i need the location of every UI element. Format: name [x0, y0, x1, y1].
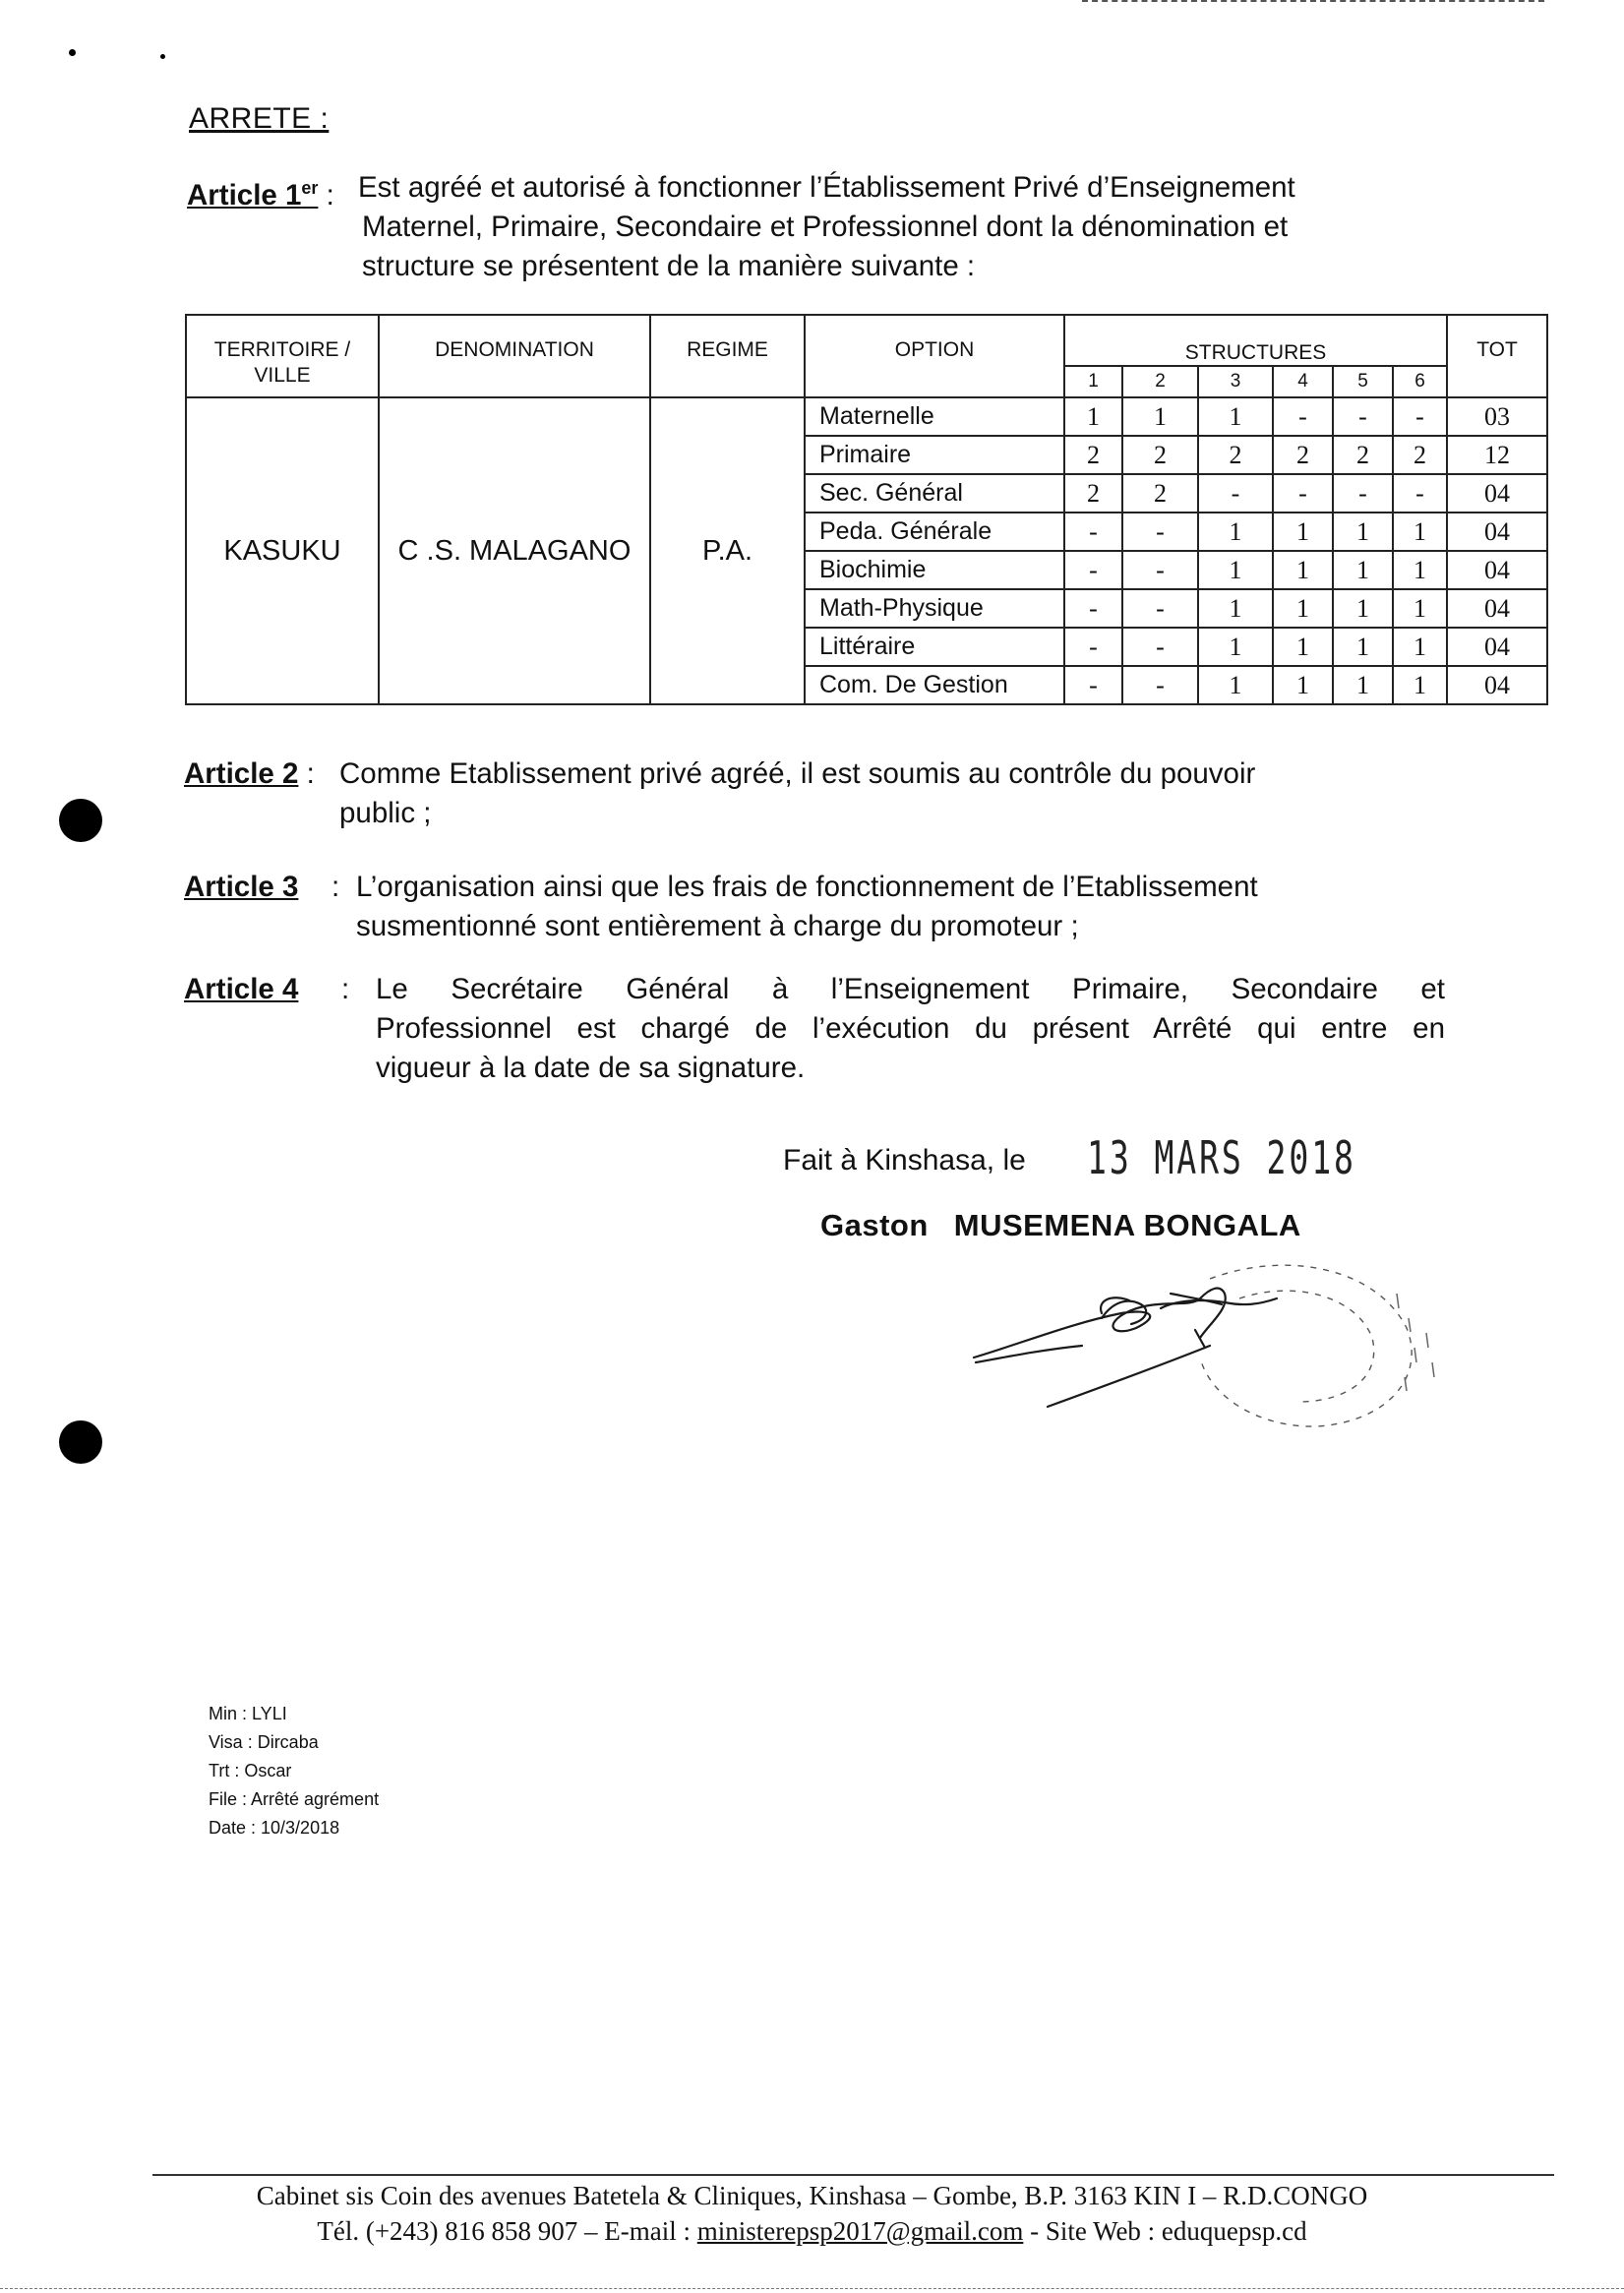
article-1-body: [358, 168, 1444, 286]
article-1-separator: :: [318, 178, 334, 211]
article-2-line-1: Comme Etablissement privé agréé, il est soumis au contrôle du pouvoir: [339, 757, 1256, 790]
cell-level-4: -: [1273, 397, 1333, 436]
punch-mark-small-2: [160, 54, 165, 59]
cell-level-6: 1: [1393, 513, 1447, 551]
header-level-5: 5: [1333, 366, 1393, 397]
cell-level-6: 2: [1393, 436, 1447, 474]
cell-option: Math-Physique: [805, 589, 1064, 628]
article-2-line-2: public ;: [339, 797, 432, 829]
cell-level-3: 1: [1198, 666, 1273, 704]
cell-level-4: 1: [1273, 589, 1333, 628]
article-1-line-1: Est agréé et autorisé à fonctionner l’Établissement Privé d’Enseignement: [358, 171, 1295, 204]
punch-hole-2: [59, 1420, 102, 1464]
cell-level-1: 2: [1064, 436, 1122, 474]
meta-visa: Visa : Dircaba: [209, 1732, 319, 1752]
cell-level-3: 1: [1198, 551, 1273, 589]
cell-option: Littéraire: [805, 628, 1064, 666]
cell-level-2: 2: [1122, 436, 1198, 474]
header-tot: TOT: [1447, 315, 1547, 397]
article-1-line-2: Maternel, Primaire, Secondaire et Professionnel dont la dénomination et: [362, 211, 1289, 243]
header-structures: STRUCTURES: [1064, 315, 1447, 366]
header-level-6: 6: [1393, 366, 1447, 397]
cell-tot: 04: [1447, 513, 1547, 551]
cell-tot: 04: [1447, 666, 1547, 704]
header-territoire: TERRITOIRE / VILLE: [186, 315, 379, 397]
meta-trt: Trt : Oscar: [209, 1761, 292, 1780]
cell-option: Peda. Générale: [805, 513, 1064, 551]
cell-level-5: 1: [1333, 628, 1393, 666]
header-denomination: DENOMINATION: [379, 315, 650, 397]
header-option: OPTION: [805, 315, 1064, 397]
article-3: [184, 868, 1443, 942]
article-2: [184, 754, 1443, 829]
cell-tot: 04: [1447, 589, 1547, 628]
cell-level-4: -: [1273, 474, 1333, 513]
article-4-separator: :: [341, 973, 350, 1005]
article-4-line-3: vigueur à la date de sa signature.: [376, 1052, 806, 1084]
article-3-separator: :: [331, 871, 340, 903]
scan-edge-bottom: [0, 2288, 1624, 2293]
cell-level-6: -: [1393, 397, 1447, 436]
cell-option: Biochimie: [805, 551, 1064, 589]
cell-tot: 04: [1447, 628, 1547, 666]
cell-tot: 04: [1447, 551, 1547, 589]
cell-level-4: 1: [1273, 551, 1333, 589]
routing-meta: [209, 1700, 379, 1842]
cell-level-1: -: [1064, 666, 1122, 704]
cell-denomination: C .S. MALAGANO: [379, 397, 650, 704]
header-level-2: 2: [1122, 366, 1198, 397]
cell-level-2: -: [1122, 628, 1198, 666]
cell-level-3: 1: [1198, 628, 1273, 666]
cell-level-5: -: [1333, 397, 1393, 436]
punch-mark-small-1: [69, 49, 76, 56]
article-3-line-1: L’organisation ainsi que les frais de fonctionnement de l’Etablissement: [356, 871, 1258, 903]
cell-level-5: -: [1333, 474, 1393, 513]
cell-level-1: -: [1064, 628, 1122, 666]
article-3-line-2: susmentionné sont entièrement à charge du promoteur ;: [356, 910, 1079, 942]
article-2-body: [339, 754, 1431, 833]
cell-regime: P.A.: [650, 397, 805, 704]
cell-level-1: -: [1064, 513, 1122, 551]
cell-level-3: 2: [1198, 436, 1273, 474]
article-4-line-1: Le Secrétaire Général à l’Enseignement Primaire, Secondaire et: [376, 973, 1445, 1005]
signer-name: [820, 1208, 1301, 1243]
meta-file: File : Arrêté agrément: [209, 1789, 380, 1809]
footer-phone: Tél. (+243) 816 858 907 – E-mail :: [317, 2216, 697, 2246]
scan-edge-top: [1082, 0, 1544, 6]
cell-level-5: 1: [1333, 589, 1393, 628]
footer-rule: [152, 2174, 1554, 2176]
cell-tot: 12: [1447, 436, 1547, 474]
cell-level-3: 1: [1198, 513, 1273, 551]
cell-level-4: 1: [1273, 628, 1333, 666]
cell-level-6: -: [1393, 474, 1447, 513]
handwritten-signature: [964, 1239, 1456, 1436]
cell-option: Primaire: [805, 436, 1064, 474]
structure-table: [185, 314, 1548, 705]
cell-level-1: -: [1064, 551, 1122, 589]
cell-level-5: 1: [1333, 513, 1393, 551]
cell-level-2: 1: [1122, 397, 1198, 436]
article-4-line-2: Professionnel est chargé de l’exécution du présent Arrêté qui entre en: [376, 1012, 1445, 1045]
cell-level-2: -: [1122, 666, 1198, 704]
article-1-line-3: structure se présentent de la manière suivante :: [362, 250, 976, 282]
cell-level-2: -: [1122, 551, 1198, 589]
table-header-row: [186, 315, 1547, 366]
signer-first-name: Gaston: [820, 1208, 929, 1242]
cell-level-3: 1: [1198, 397, 1273, 436]
cell-level-3: 1: [1198, 589, 1273, 628]
cell-level-5: 2: [1333, 436, 1393, 474]
cell-option: Com. De Gestion: [805, 666, 1064, 704]
meta-date: Date : 10/3/2018: [209, 1818, 340, 1838]
footer-address: Cabinet sis Coin des avenues Batetela & Cliniques, Kinshasa – Gombe, B.P. 3163 KIN I – R.D.CONGO: [256, 2181, 1368, 2210]
header-regime: REGIME: [650, 315, 805, 397]
place-label: Fait à Kinshasa, le: [783, 1144, 1026, 1177]
article-2-separator: :: [298, 757, 315, 790]
article-1-label: Article 1er: [187, 178, 319, 211]
cell-level-4: 1: [1273, 513, 1333, 551]
meta-min: Min : LYLI: [209, 1704, 287, 1723]
header-level-1: 1: [1064, 366, 1122, 397]
cell-territoire: KASUKU: [186, 397, 379, 704]
footer-website: - Site Web : eduquepsp.cd: [1023, 2216, 1307, 2246]
date-stamp: 13 MARS 2018: [1087, 1131, 1356, 1184]
cell-level-1: -: [1064, 589, 1122, 628]
cell-level-4: 2: [1273, 436, 1333, 474]
cell-level-6: 1: [1393, 628, 1447, 666]
cell-option: Sec. Général: [805, 474, 1064, 513]
article-2-label: Article 2: [184, 757, 299, 790]
footer-contact: [0, 2216, 1624, 2247]
cell-level-3: -: [1198, 474, 1273, 513]
cell-tot: 04: [1447, 474, 1547, 513]
cell-level-2: -: [1122, 589, 1198, 628]
cell-option: Maternelle: [805, 397, 1064, 436]
cell-level-6: 1: [1393, 666, 1447, 704]
cell-level-5: 1: [1333, 666, 1393, 704]
cell-level-2: 2: [1122, 474, 1198, 513]
article-3-body: [356, 868, 1438, 946]
article-4-body: [376, 970, 1445, 1088]
article-3-label: Article 3: [184, 871, 299, 903]
arrete-heading: ARRETE :: [189, 102, 330, 135]
article-4: [184, 970, 1445, 1084]
header-level-3: 3: [1198, 366, 1273, 397]
signer-last-name: MUSEMENA BONGALA: [953, 1208, 1301, 1242]
cell-level-1: 1: [1064, 397, 1122, 436]
footer-email-link[interactable]: ministerepsp2017@gmail.com: [696, 2216, 1024, 2246]
article-4-label: Article 4: [184, 973, 299, 1005]
article-1: [187, 168, 1436, 291]
table-row: [186, 397, 1547, 436]
cell-level-5: 1: [1333, 551, 1393, 589]
header-level-4: 4: [1273, 366, 1333, 397]
cell-level-1: 2: [1064, 474, 1122, 513]
table-body: [186, 397, 1547, 704]
punch-hole-1: [59, 799, 102, 842]
cell-level-6: 1: [1393, 589, 1447, 628]
cell-level-6: 1: [1393, 551, 1447, 589]
cell-level-4: 1: [1273, 666, 1333, 704]
cell-level-2: -: [1122, 513, 1198, 551]
cell-tot: 03: [1447, 397, 1547, 436]
